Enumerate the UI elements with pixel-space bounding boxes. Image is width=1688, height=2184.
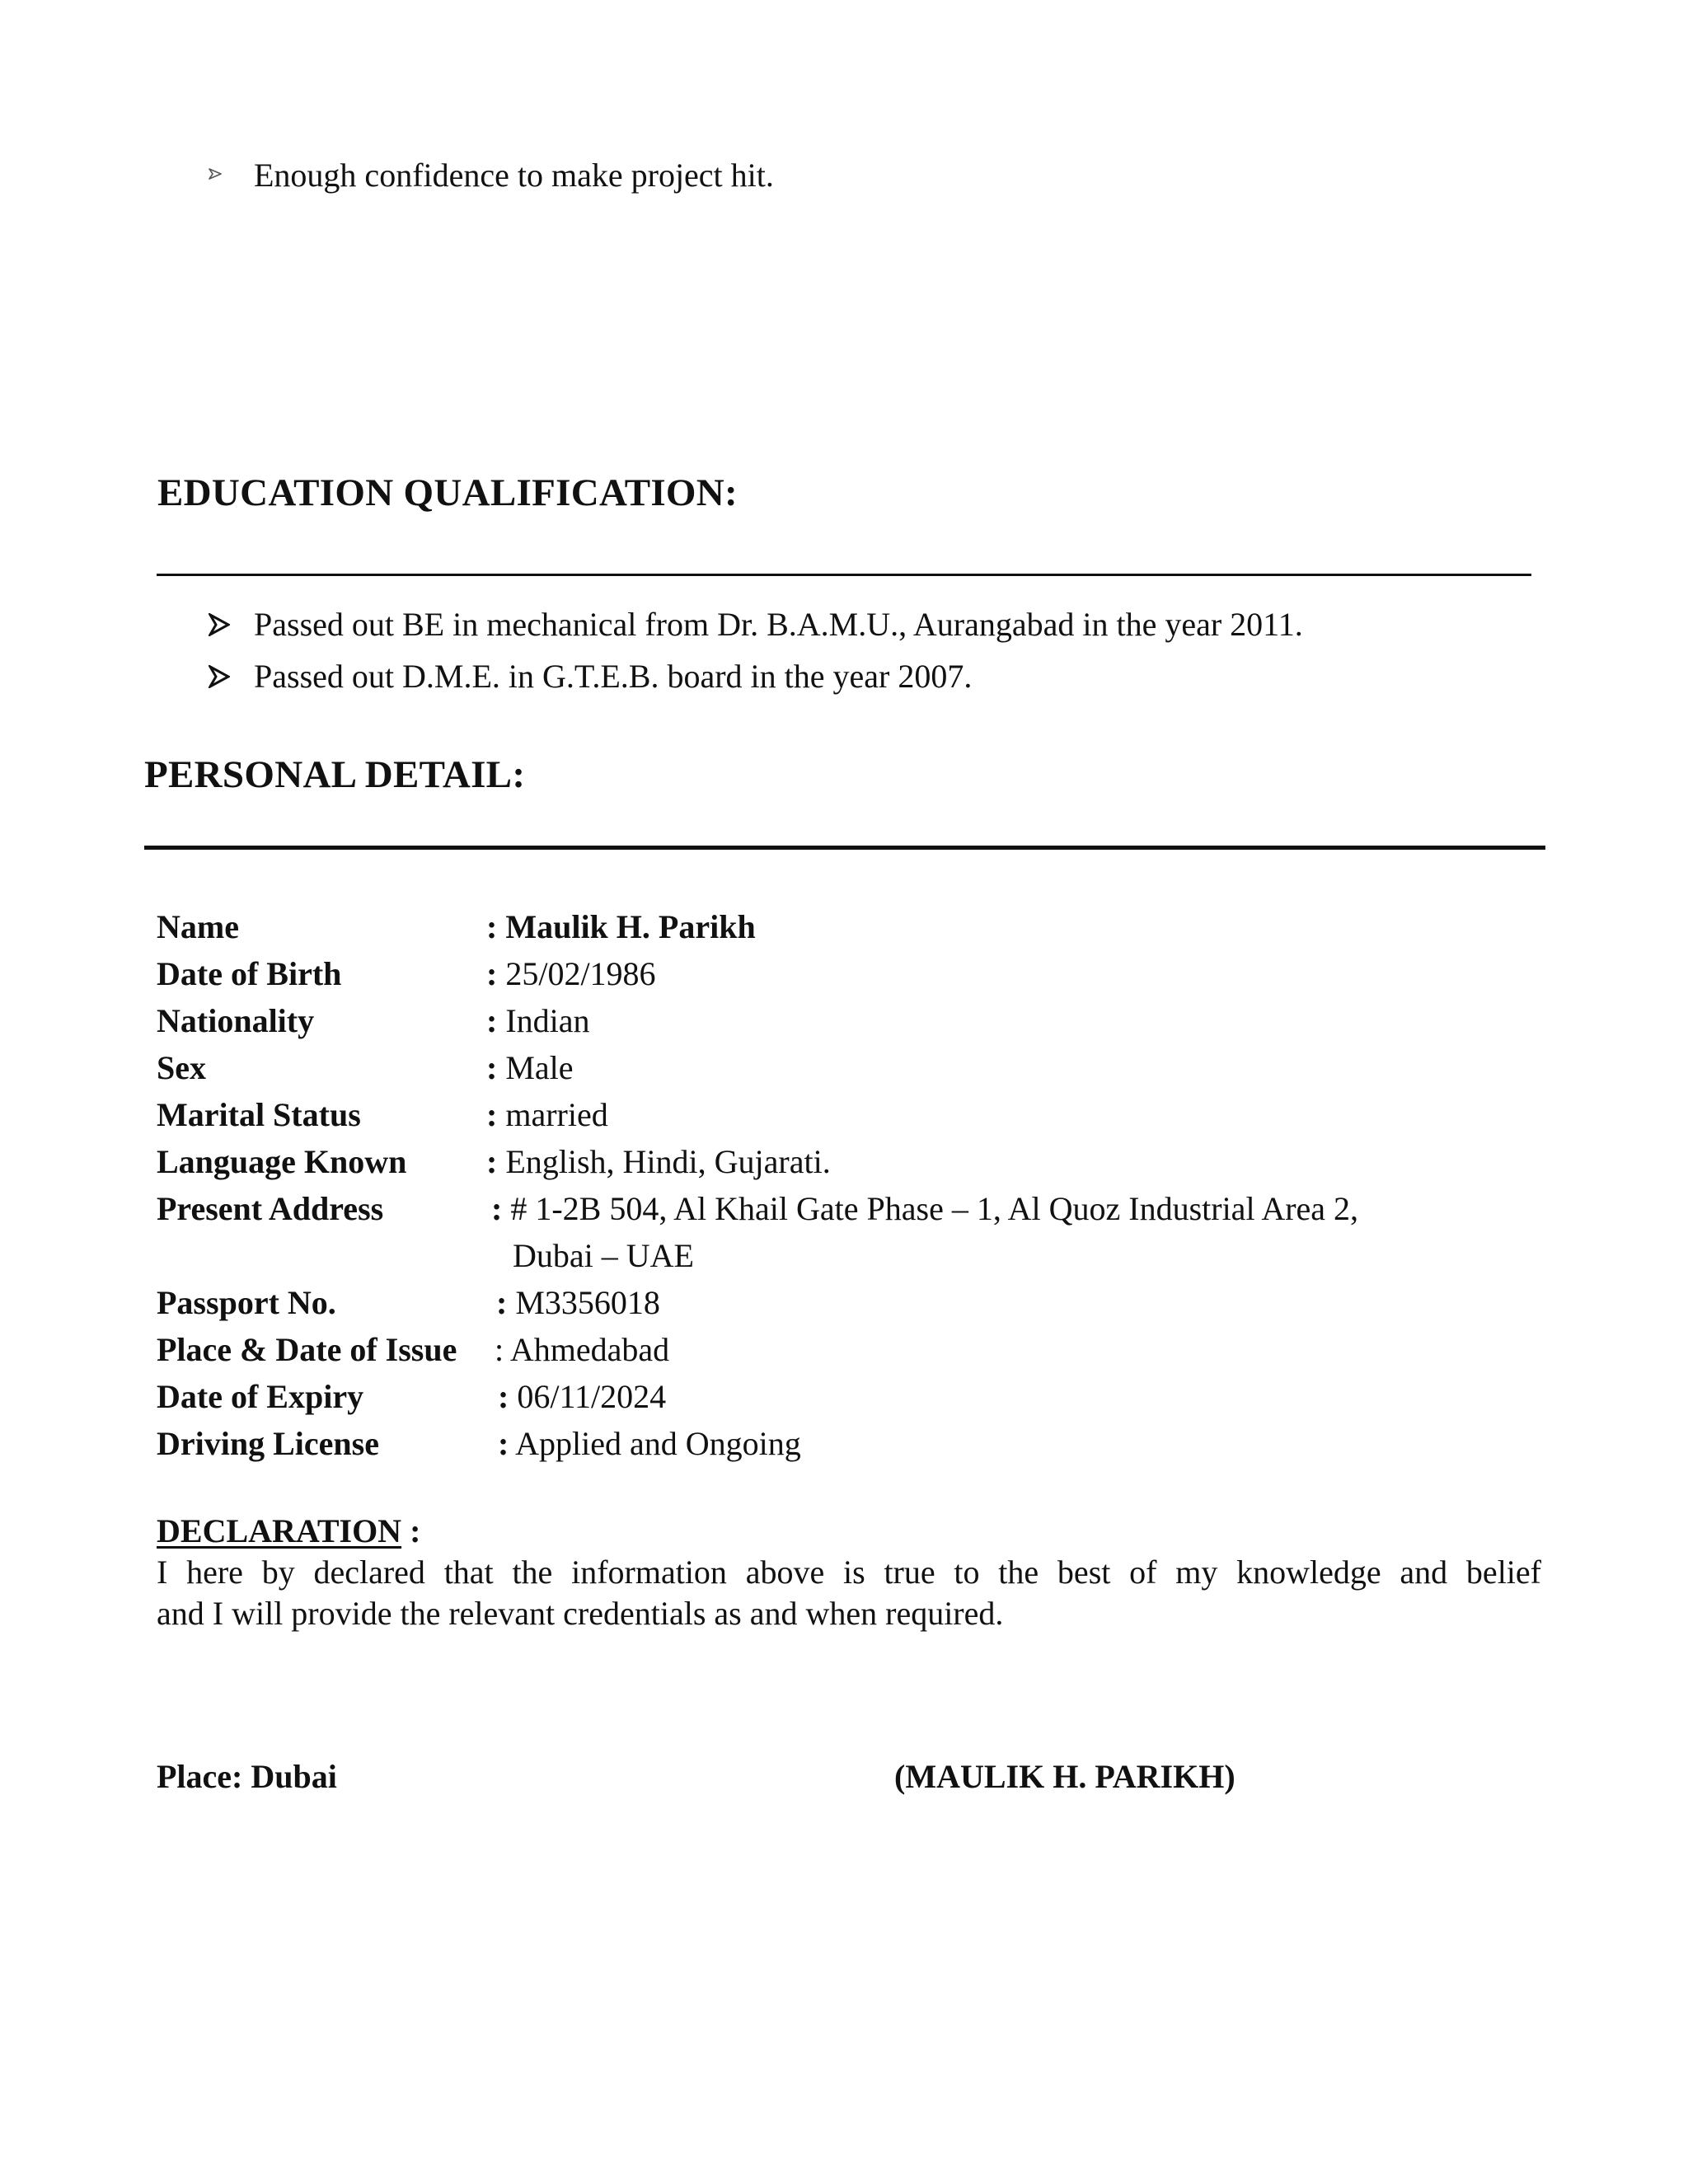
- label-driving-license: Driving License: [157, 1425, 379, 1462]
- confidence-bullet-text: Enough confidence to make project hit.: [254, 157, 774, 194]
- label-date-of-expiry: Date of Expiry: [157, 1378, 364, 1415]
- value-passport-no: : M3356018: [496, 1284, 660, 1321]
- value-dob: : 25/02/1986: [486, 955, 656, 992]
- label-language-known: Language Known: [157, 1143, 407, 1180]
- personal-detail-heading: PERSONAL DETAIL:: [144, 753, 526, 796]
- label-name: Name: [157, 908, 239, 945]
- value-nationality: : Indian: [486, 1002, 590, 1039]
- declaration-heading: DECLARATION :: [157, 1512, 421, 1549]
- footer-signature-name: (MAULIK H. PARIKH): [894, 1758, 1236, 1795]
- label-passport-no: Passport No.: [157, 1284, 336, 1321]
- label-present-address: Present Address: [157, 1190, 384, 1227]
- value-driving-license: : Applied and Ongoing: [498, 1425, 801, 1462]
- footer-place: Place: Dubai: [157, 1758, 337, 1795]
- declaration-line-2: and I will provide the relevant credentials as and when required.: [157, 1595, 1004, 1632]
- education-item-dme: Passed out D.M.E. in G.T.E.B. board in the year 2007.: [254, 658, 973, 695]
- label-marital-status: Marital Status: [157, 1096, 361, 1133]
- arrowhead-bullet-icon: [208, 612, 231, 637]
- label-dob: Date of Birth: [157, 955, 342, 992]
- value-date-of-expiry: : 06/11/2024: [498, 1378, 667, 1415]
- education-item-be: Passed out BE in mechanical from Dr. B.A.M.U., Aurangabad in the year 2011.: [254, 606, 1303, 643]
- value-name: : Maulik H. Parikh: [486, 908, 756, 945]
- arrowhead-bullet-icon: [208, 664, 231, 689]
- personal-detail-divider: [144, 846, 1545, 850]
- education-divider: [157, 574, 1531, 576]
- label-place-date-issue: Place & Date of Issue: [157, 1331, 457, 1368]
- value-sex: : Male: [486, 1049, 574, 1086]
- value-present-address: : # 1-2B 504, Al Khail Gate Phase – 1, Al Quoz Industrial Area 2,: [491, 1190, 1359, 1227]
- label-nationality: Nationality: [157, 1002, 315, 1039]
- value-place-date-issue: : Ahmedabad: [495, 1331, 670, 1368]
- label-sex: Sex: [157, 1049, 206, 1086]
- education-heading: EDUCATION QUALIFICATION:: [157, 471, 738, 514]
- value-present-address-line2: Dubai – UAE: [513, 1237, 694, 1274]
- small-arrowhead-icon: [206, 165, 224, 183]
- value-language-known: : English, Hindi, Gujarati.: [486, 1143, 831, 1180]
- value-marital-status: : married: [486, 1096, 608, 1133]
- declaration-line-1: I here by declared that the information above is true to the best of my knowledge and belief: [157, 1554, 1541, 1591]
